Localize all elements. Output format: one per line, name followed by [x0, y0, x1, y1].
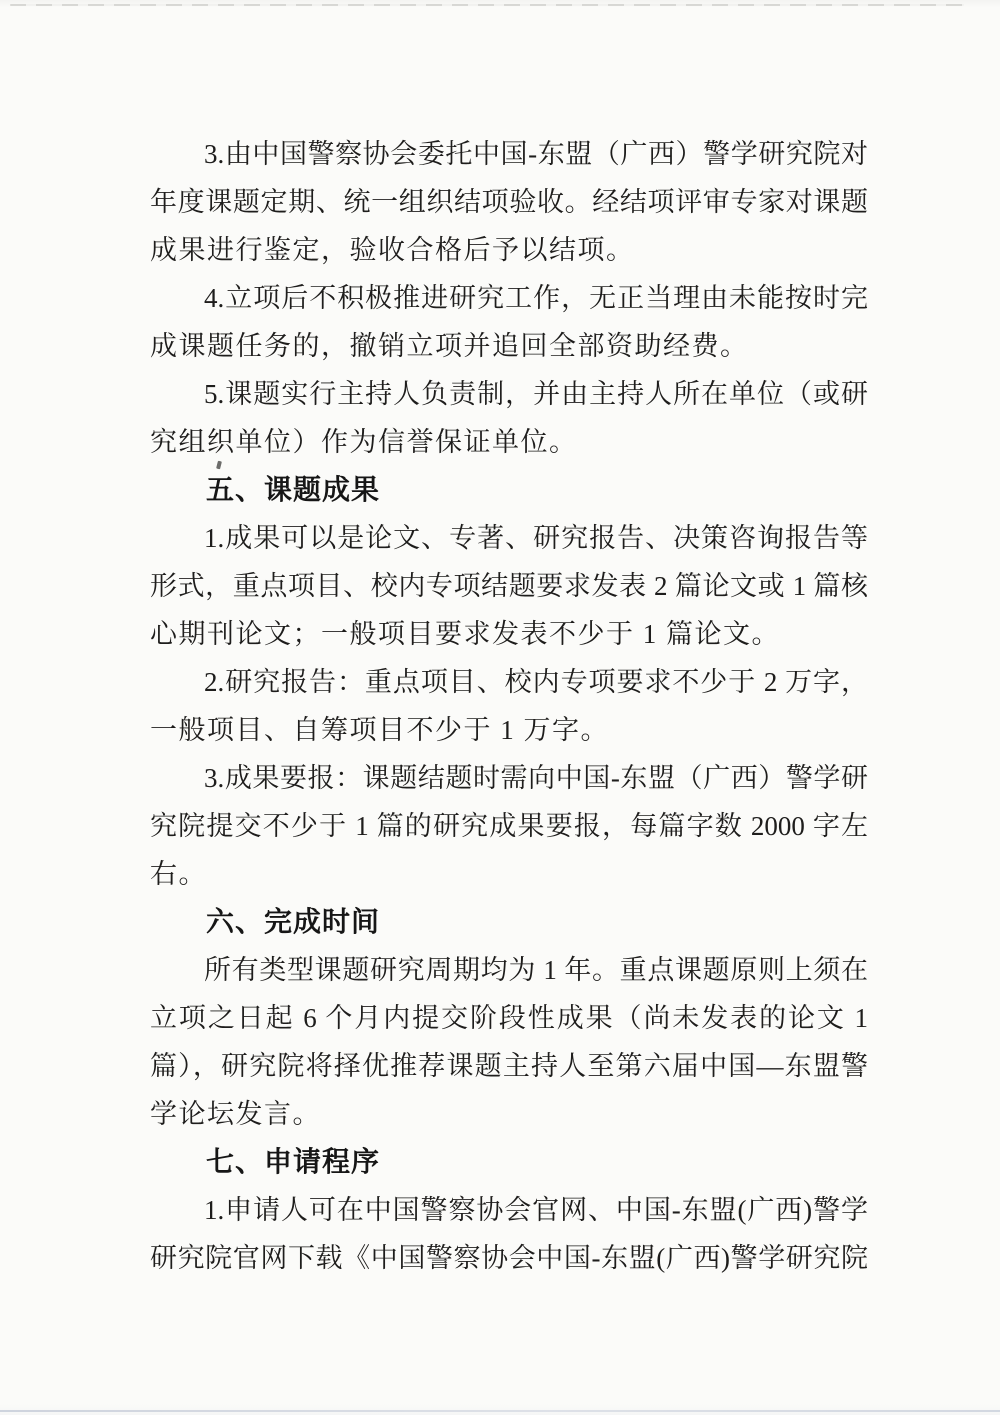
- section-heading: 五、课题成果: [206, 474, 381, 505]
- text-line: 成课题任务的，撤销立项并追回全部资助经费。: [150, 331, 749, 361]
- text-line: 3.由中国警察协会委托中国-东盟（广西）警学研究院对: [204, 139, 868, 169]
- text-line: 1.申请人可在中国警察协会官网、中国-东盟(广西)警学: [204, 1195, 868, 1225]
- text-line: 形式，重点项目、校内专项结题要求发表 2 篇论文或 1 篇核: [150, 571, 868, 601]
- text-line: 成果进行鉴定，验收合格后予以结项。: [150, 235, 635, 265]
- text-line: 右。: [150, 859, 207, 889]
- text-line: 所有类型课题研究周期均为 1 年。重点课题原则上须在: [204, 955, 868, 985]
- scan-edge-artifact-bottom: [0, 1410, 1000, 1412]
- section-heading: 六、完成时间: [206, 906, 381, 937]
- text-line: 研究院官网下载《中国警察协会中国-东盟(广西)警学研究院: [150, 1243, 868, 1273]
- document-text-block: [150, 130, 868, 1282]
- text-line: 究院提交不少于 1 篇的研究成果要报，每篇字数 2000 字左: [150, 811, 868, 841]
- text-line: 3.成果要报：课题结题时需向中国-东盟（广西）警学研: [204, 763, 868, 793]
- section-heading: 七、申请程序: [206, 1146, 381, 1177]
- text-line: 篇），研究院将择优推荐课题主持人至第六届中国—东盟警: [150, 1051, 868, 1081]
- text-line: 究组织单位）作为信誉保证单位。: [150, 427, 578, 457]
- text-line: 年度课题定期、统一组织结项验收。经结项评审专家对课题: [150, 187, 868, 217]
- text-line: 1.成果可以是论文、专著、研究报告、决策咨询报告等: [204, 523, 868, 553]
- text-line: 立项之日起 6 个月内提交阶段性成果（尚未发表的论文 1: [150, 1003, 868, 1033]
- scan-edge-artifact-top: [10, 4, 964, 6]
- text-line: 心期刊论文；一般项目要求发表不少于 1 篇论文。: [150, 619, 780, 649]
- text-line: 一般项目、自筹项目不少于 1 万字。: [150, 715, 609, 745]
- text-line: 2.研究报告：重点项目、校内专项要求不少于 2 万字，: [204, 667, 868, 697]
- text-line: 4.立项后不积极推进研究工作，无正当理由未能按时完: [204, 283, 868, 313]
- text-line: 5.课题实行主持人负责制，并由主持人所在单位（或研: [204, 379, 868, 409]
- text-line: 学论坛发言。: [150, 1099, 321, 1129]
